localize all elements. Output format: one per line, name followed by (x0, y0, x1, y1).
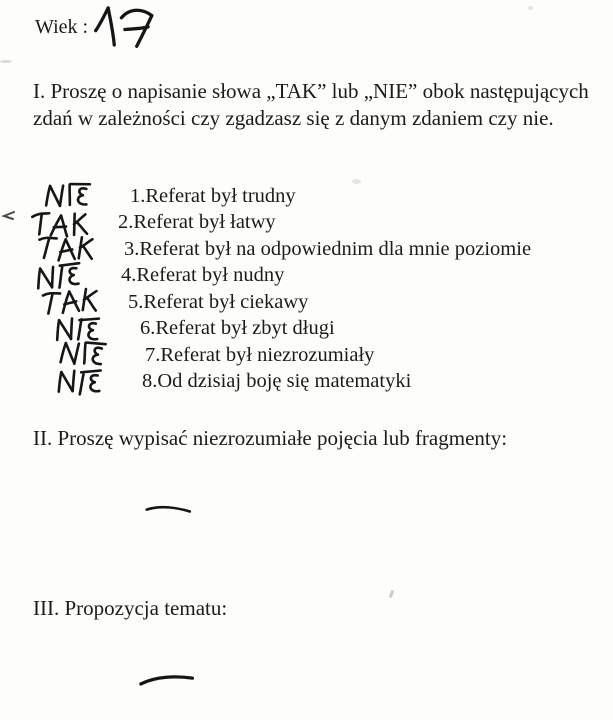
survey-item-list (32, 183, 607, 395)
survey-row (32, 263, 607, 290)
handwritten-answer (32, 340, 146, 370)
handwritten-answer (32, 209, 118, 236)
survey-item-label: 1.Referat był trudny (130, 184, 296, 207)
survey-item-label: 7.Referat był niezrozumiały (145, 343, 375, 366)
survey-row (32, 369, 607, 396)
age-row (35, 16, 88, 39)
survey-row (32, 183, 607, 210)
section1-intro: I. Proszę o napisanie słowa „TAK” lub „NIE” obok następujących zdań w zależności czy zgadzasz się z danym zdaniem czy nie. (33, 79, 589, 130)
survey-row (32, 316, 607, 343)
handwritten-answer (32, 182, 131, 211)
survey-item-label: 6.Referat był zbyt długi (140, 317, 335, 340)
handwritten-answer (32, 263, 121, 289)
scan-artifact (352, 179, 361, 184)
scan-artifact (0, 60, 12, 63)
section2-heading: II. Proszę wypisać niezrozumiałe pojęcia lub fragmenty: (33, 426, 508, 450)
survey-row (32, 342, 607, 369)
handwritten-answer (32, 368, 142, 396)
section2-handwritten-dash (144, 505, 191, 535)
scan-artifact (528, 6, 533, 10)
age-label: Wiek : (35, 16, 89, 38)
survey-item-label: 8.Od dzisiaj boję się matematyki (142, 370, 412, 393)
survey-row (32, 289, 607, 316)
survey-item-label: 4.Referat był nudny (121, 264, 285, 287)
survey-row (32, 210, 607, 237)
handwritten-answer (32, 315, 140, 343)
handwritten-answer (32, 288, 129, 317)
section3-heading: III. Propozycja tematu: (33, 596, 228, 620)
section3-handwritten-dash (139, 670, 195, 706)
scan-artifact (2, 210, 16, 222)
age-value-handwritten (91, 3, 154, 49)
survey-item-label: 5.Referat był ciekawy (128, 290, 309, 313)
handwritten-answer (32, 235, 124, 263)
survey-row (32, 236, 607, 263)
survey-item-label: 2.Referat był łatwy (118, 211, 276, 234)
survey-item-label: 3.Referat był na odpowiednim dla mnie poziomie (124, 237, 532, 260)
